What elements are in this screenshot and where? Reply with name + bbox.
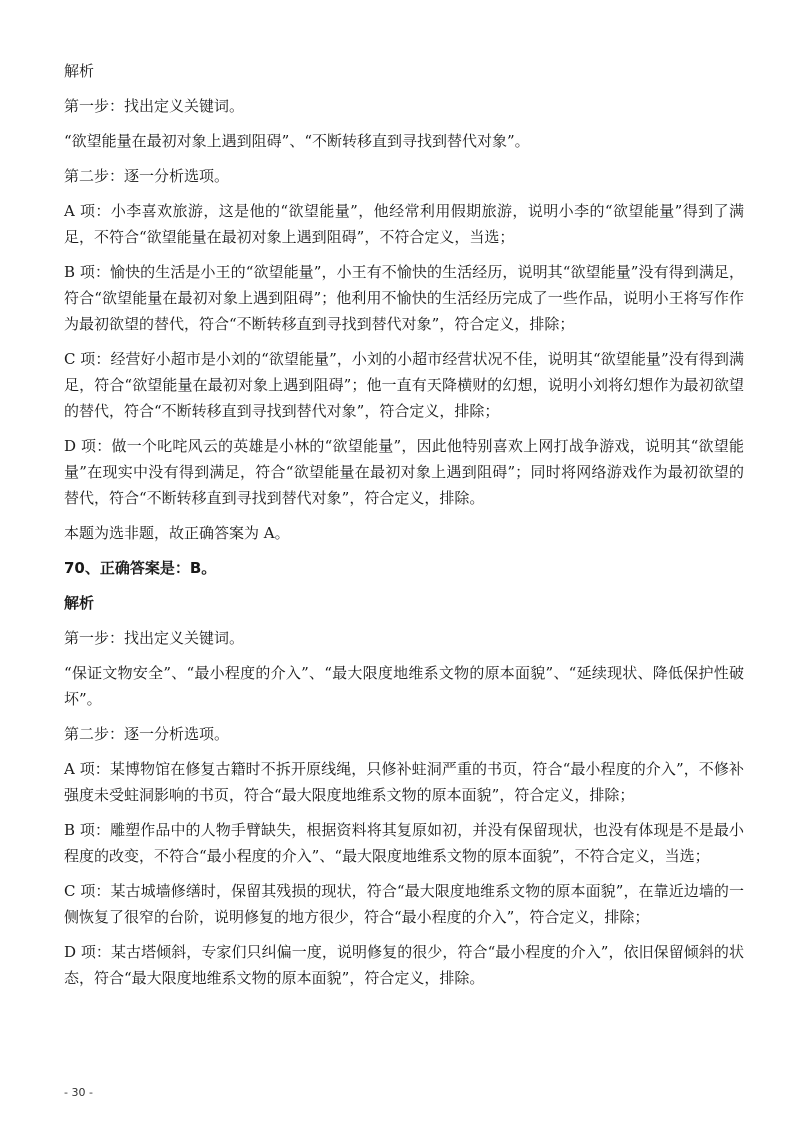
definition-keywords-2: “保证文物安全”、“最小程度的介入”、“最大限度地维系文物的原本面貌”、“延续现状、降低保护性破坏”。 bbox=[64, 664, 744, 708]
step-two-text: 第二步：逐一分析选项。 bbox=[64, 167, 230, 185]
analysis-heading: 解析 bbox=[64, 62, 95, 80]
document-page bbox=[64, 58, 744, 1000]
option-d-paragraph-2: D 项：某古塔倾斜，专家们只纠偏一度，说明修复的很少，符合“最小程度的介入”，依旧保留倾斜的状态，符合“最大限度地维系文物的原本面貌”，符合定义，排除。 bbox=[64, 943, 744, 987]
step-one-text: 第一步：找出定义关键词。 bbox=[64, 97, 245, 115]
answer-heading: 70、正确答案是：B。 bbox=[64, 559, 217, 577]
option-a-paragraph-2: A 项：某博物馆在修复古籍时不拆开原线绳，只修补蛀洞严重的书页，符合“最小程度的介入”，不修补强度未受蛀洞影响的书页，符合“最大限度地维系文物的原本面貌”，符合定义，排除； bbox=[64, 760, 744, 804]
definition-keywords: “欲望能量在最初对象上遇到阻碍”、“不断转移直到寻找到替代对象”。 bbox=[64, 132, 530, 150]
option-b-paragraph-2: B 项：雕塑作品中的人物手臂缺失，根据资料将其复原如初，并没有保留现状，也没有体现是不是最小程度的改变，不符合“最小程度的介入”、“最大限度地维系文物的原本面貌”，不符合定义，当选； bbox=[64, 821, 744, 865]
analysis-heading-2: 解析 bbox=[64, 594, 95, 612]
option-b-paragraph: B 项：愉快的生活是小王的“欲望能量”，小王有不愉快的生活经历，说明其“欲望能量”没有得到满足，符合“欲望能量在最初对象上遇到阻碍”；他利用不愉快的生活经历完成了一些作品，说明小王将写作作为最初欲望的替代，符合“不断转移直到寻找到替代对象”，符合定义，排除； bbox=[64, 263, 744, 333]
option-a-paragraph: A 项：小李喜欢旅游，这是他的“欲望能量”，他经常利用假期旅游，说明小李的“欲望能量”得到了满足，不符合“欲望能量在最初对象上遇到阻碍”，不符合定义，当选； bbox=[64, 202, 744, 246]
step-one-text-2: 第一步：找出定义关键词。 bbox=[64, 629, 245, 647]
step-two-text-2: 第二步：逐一分析选项。 bbox=[64, 725, 230, 743]
conclusion-text: 本题为选非题，故正确答案为 A。 bbox=[64, 524, 290, 542]
page-number: - 30 - bbox=[64, 1086, 93, 1099]
option-d-paragraph: D 项：做一个叱咤风云的英雄是小林的“欲望能量”，因此他特别喜欢上网打战争游戏，说明其“欲望能量”在现实中没有得到满足，符合“欲望能量在最初对象上遇到阻碍”；同时将网络游戏作为最初欲望的替代，符合“不断转移直到寻找到替代对象”，符合定义，排除。 bbox=[64, 437, 744, 507]
option-c-paragraph-2: C 项：某古城墙修缮时，保留其残损的现状，符合“最大限度地维系文物的原本面貌”，在靠近边墙的一侧恢复了很窄的台阶，说明修复的地方很少，符合“最小程度的介入”，符合定义，排除； bbox=[64, 882, 744, 926]
option-c-paragraph: C 项：经营好小超市是小刘的“欲望能量”，小刘的小超市经营状况不佳，说明其“欲望能量”没有得到满足，符合“欲望能量在最初对象上遇到阻碍”；他一直有天降横财的幻想，说明小刘将幻想作为最初欲望的替代，符合“不断转移直到寻找到替代对象”，符合定义，排除； bbox=[64, 350, 744, 420]
